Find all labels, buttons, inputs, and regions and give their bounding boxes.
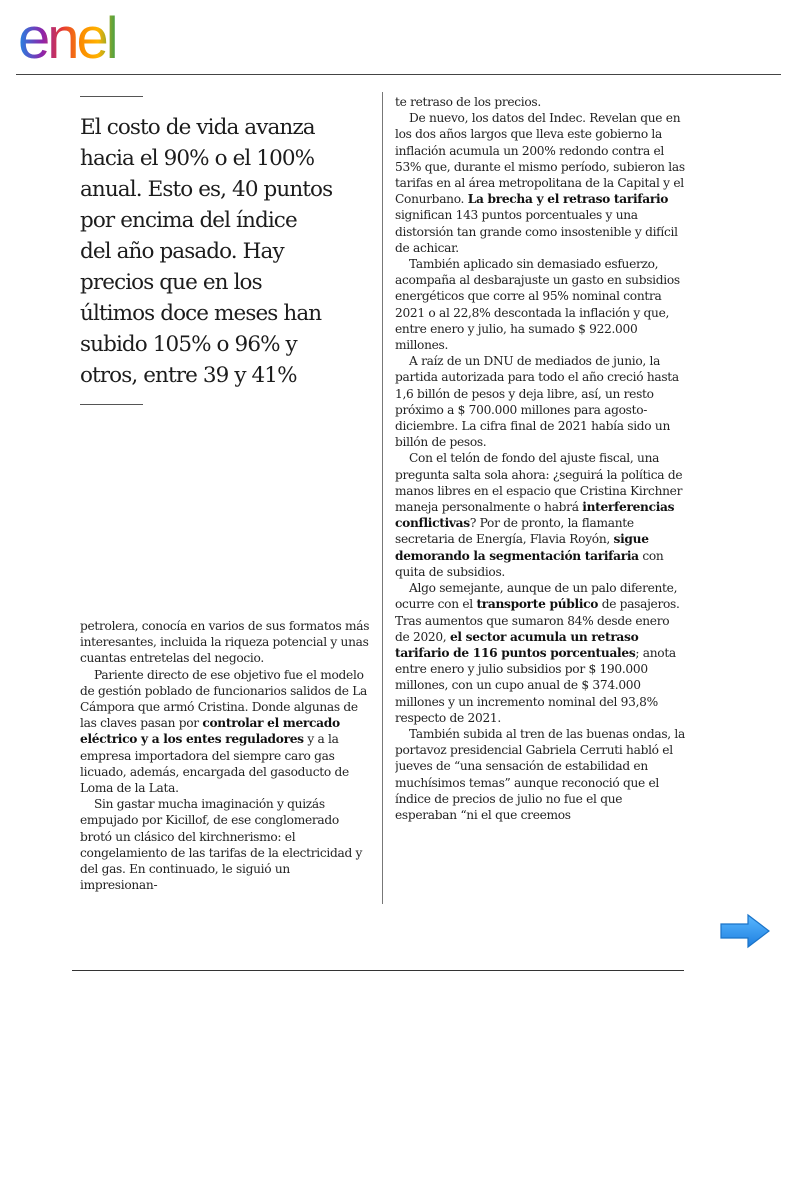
text-run: Pariente directo de ese objetivo fue el modelo de gestión poblado de funcionarios salidos de La Cámpora que armó Cristina. Donde algunas de las claves pasan por [80, 667, 368, 731]
article-paragraph [395, 580, 685, 726]
bold-text: interferencias conflictivas [395, 500, 675, 531]
header-rule [16, 74, 781, 75]
article-paragraph [395, 256, 685, 353]
pullquote: El costo de vida avanza hacia el 90% o el 100% anual. Esto es, 40 puntos por encima del índice del año pasado. Hay precios que en los últimos doce meses han subido 105% o 96% y otros, entre 39 y 41% [80, 115, 333, 388]
text-run: ? Por de pronto, la flamante secretaria de Energía, Flavia Royón, [395, 516, 634, 547]
article-paragraph [395, 110, 685, 256]
text-run: De nuevo, los datos del Indec. Revelan que en los dos años largos que lleva este gobierno la inflación acumula un 200% redondo contra el 53% que, durante el mismo período, subieron las tarifas en al área metropolitana de la Capital y el Conurbano. [395, 111, 685, 207]
article-paragraph [80, 618, 370, 667]
text-run: A raíz de un DNU de mediados de junio, la partida autorizada para todo el año creció hasta 1,6 billón de pesos y deja libre, así, un resto próximo a $ 700.000 millones para agosto-diciembre. La cifra final de 2021 había sido un billón de pesos. [395, 354, 679, 450]
footer-rule [72, 970, 684, 971]
text-run: Con el telón de fondo del ajuste fiscal, una pregunta salta sola ahora: ¿seguirá la política de manos libres en el espacio que Cristina Kirchner maneja personalmente o habrá [395, 451, 683, 515]
text-run: ; anota entre enero y julio subsidios por $ 190.000 millones, con un cupo anual de $ 374.000 millones y un incremento nominal del 93,8% respecto de 2021. [395, 645, 676, 725]
pullquote-top-rule [80, 96, 143, 97]
article-paragraph [395, 450, 685, 580]
article-paragraph [395, 94, 685, 110]
text-run: También subida al tren de las buenas ondas, la portavoz presidencial Gabriela Cerruti habló el jueves de “una sensación de estabilidad en muchísimos temas” aunque reconoció que el índice de precios de julio no fue el que esperaban “ni el que creemos [395, 726, 685, 822]
bold-text: controlar el mercado eléctrico y a los entes reguladores [80, 716, 340, 747]
text-run: con quita de subsidios. [395, 548, 664, 579]
pullquote-bottom-rule [80, 404, 143, 405]
text-run: y a la empresa importadora del siempre caro gas licuado, además, encargada del gasoducto de Loma de la Lata. [80, 732, 349, 796]
right-arrow-icon[interactable] [718, 912, 772, 950]
bold-text: transporte público [476, 597, 599, 612]
enel-logo [18, 8, 170, 68]
article-column-left [80, 618, 370, 908]
article-column-right [395, 94, 685, 906]
article-paragraph [395, 726, 685, 823]
logo-text: enel [18, 8, 116, 68]
article-paragraph [80, 796, 370, 893]
bold-text: La brecha y el retraso tarifario [467, 192, 669, 207]
article-paragraph [395, 353, 685, 450]
column-divider [382, 92, 383, 904]
text-run: significan 143 puntos porcentuales y una distorsión tan grande como insostenible y difícil de achicar. [395, 208, 678, 255]
bold-text: sigue demorando la segmentación tarifaria [395, 532, 649, 563]
text-run: También aplicado sin demasiado esfuerzo, acompaña al desbarajuste un gasto en subsidios energéticos que corre al 95% nominal contra 2021 o al 22,8% descontada la inflación y que, entre enero y julio, ha sumado $ 922.000 millones. [395, 257, 680, 353]
text-run: Algo semejante, aunque de un palo diferente, ocurre con el [395, 581, 678, 612]
text-run: te retraso de los precios. [395, 95, 541, 109]
text-run: Sin gastar mucha imaginación y quizás empujado por Kicillof, de ese conglomerado brotó un clásico del kirchnerismo: el congelamiento de las tarifas de la electricidad y del gas. En continuado, le siguió un impresionan- [80, 797, 363, 893]
bold-text: el sector acumula un retraso tarifario de 116 puntos porcentuales [395, 629, 639, 660]
text-run: petrolera, conocía en varios de sus formatos más interesantes, incluida la riqueza potencial y unas cuantas entretelas del negocio. [80, 619, 370, 666]
article-paragraph [80, 667, 370, 797]
text-run: de pasajeros. Tras aumentos que sumaron 84% desde enero de 2020, [395, 597, 680, 644]
